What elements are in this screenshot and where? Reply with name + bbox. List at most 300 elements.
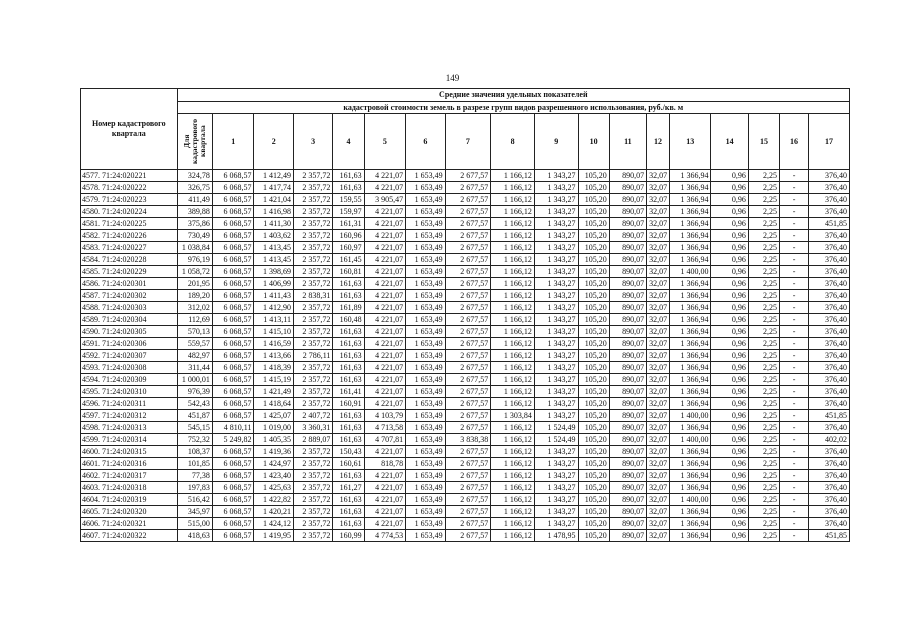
value-cell: 1 343,27: [534, 254, 578, 266]
value-cell: -: [780, 266, 809, 278]
value-cell: 2,25: [748, 170, 779, 182]
table-row: [81, 338, 850, 350]
value-cell: 101,85: [177, 458, 212, 470]
value-cell: 376,40: [809, 290, 850, 302]
value-cell: 32,07: [647, 302, 670, 314]
value-cell: 1 166,12: [491, 266, 535, 278]
value-cell: 0,96: [711, 254, 748, 266]
value-cell: 516,42: [177, 494, 212, 506]
value-cell: 890,07: [609, 386, 646, 398]
value-cell: 160,81: [333, 266, 364, 278]
value-cell: 1 653,49: [406, 230, 445, 242]
value-cell: 32,07: [647, 374, 670, 386]
value-cell: 6 068,57: [212, 314, 254, 326]
value-cell: 4 221,07: [364, 470, 406, 482]
value-cell: -: [780, 302, 809, 314]
value-cell: 161,63: [333, 326, 364, 338]
value-cell: 4 713,58: [364, 422, 406, 434]
value-cell: 1 653,49: [406, 362, 445, 374]
table-row: [81, 422, 850, 434]
kvartal-id-cell: 4606. 71:24:020321: [81, 518, 178, 530]
value-cell: 375,86: [177, 218, 212, 230]
value-cell: 1 166,12: [491, 458, 535, 470]
value-cell: 2 677,57: [445, 194, 491, 206]
value-cell: 1 166,12: [491, 302, 535, 314]
value-cell: 2 357,72: [293, 530, 332, 542]
value-cell: 1 166,12: [491, 422, 535, 434]
value-cell: 559,57: [177, 338, 212, 350]
value-cell: 376,40: [809, 446, 850, 458]
value-cell: 4 221,07: [364, 518, 406, 530]
column-number-header: 8: [491, 114, 535, 170]
kvartal-id-cell: 4605. 71:24:020320: [81, 506, 178, 518]
value-cell: 6 068,57: [212, 350, 254, 362]
table-row: [81, 398, 850, 410]
value-cell: 1 166,12: [491, 398, 535, 410]
column-number-header: 10: [578, 114, 609, 170]
value-cell: 32,07: [647, 362, 670, 374]
value-cell: 376,40: [809, 182, 850, 194]
value-cell: 1 166,12: [491, 350, 535, 362]
value-cell: 2,25: [748, 314, 779, 326]
value-cell: 451,85: [809, 410, 850, 422]
kvartal-id-cell: 4596. 71:24:020311: [81, 398, 178, 410]
value-cell: 1 653,49: [406, 398, 445, 410]
value-cell: 324,78: [177, 170, 212, 182]
value-cell: 4 221,07: [364, 374, 406, 386]
value-cell: 32,07: [647, 446, 670, 458]
value-cell: 1 366,94: [669, 398, 711, 410]
value-cell: 161,63: [333, 278, 364, 290]
value-cell: 160,99: [333, 530, 364, 542]
value-cell: 32,07: [647, 182, 670, 194]
value-cell: 0,96: [711, 350, 748, 362]
value-cell: 1 406,99: [254, 278, 293, 290]
value-cell: 2,25: [748, 386, 779, 398]
value-cell: 0,96: [711, 434, 748, 446]
value-cell: 32,07: [647, 422, 670, 434]
value-cell: 1 524,49: [534, 434, 578, 446]
value-cell: 1 653,49: [406, 302, 445, 314]
value-cell: 1 366,94: [669, 314, 711, 326]
value-cell: 1 653,49: [406, 482, 445, 494]
value-cell: 890,07: [609, 482, 646, 494]
value-cell: 2,25: [748, 326, 779, 338]
value-cell: 1 343,27: [534, 314, 578, 326]
value-cell: 890,07: [609, 206, 646, 218]
value-cell: 6 068,57: [212, 482, 254, 494]
value-cell: 1 343,27: [534, 470, 578, 482]
value-cell: 6 068,57: [212, 218, 254, 230]
value-cell: 161,63: [333, 422, 364, 434]
value-cell: 482,97: [177, 350, 212, 362]
value-cell: 161,63: [333, 506, 364, 518]
value-cell: 0,96: [711, 446, 748, 458]
value-cell: 890,07: [609, 302, 646, 314]
value-cell: 105,20: [578, 518, 609, 530]
value-cell: 32,07: [647, 254, 670, 266]
column-number-header: 2: [254, 114, 293, 170]
value-cell: 890,07: [609, 470, 646, 482]
value-cell: 161,41: [333, 386, 364, 398]
value-cell: -: [780, 350, 809, 362]
value-cell: 1 398,69: [254, 266, 293, 278]
value-cell: 1 366,94: [669, 374, 711, 386]
value-cell: 1 413,45: [254, 242, 293, 254]
value-cell: 2,25: [748, 230, 779, 242]
value-cell: 105,20: [578, 314, 609, 326]
value-cell: -: [780, 518, 809, 530]
value-cell: 105,20: [578, 326, 609, 338]
kvartal-id-cell: 4577. 71:24:020221: [81, 170, 178, 182]
column-number-header: 1: [212, 114, 254, 170]
value-cell: 3 360,31: [293, 422, 332, 434]
value-cell: 2 677,57: [445, 398, 491, 410]
value-cell: 6 068,57: [212, 194, 254, 206]
column-number-header: 6: [406, 114, 445, 170]
value-cell: 105,20: [578, 302, 609, 314]
value-cell: 752,32: [177, 434, 212, 446]
value-cell: 2 889,07: [293, 434, 332, 446]
value-cell: 376,40: [809, 278, 850, 290]
value-cell: 1 400,00: [669, 266, 711, 278]
value-cell: -: [780, 218, 809, 230]
value-cell: 4 221,07: [364, 386, 406, 398]
value-cell: 1 653,49: [406, 206, 445, 218]
value-cell: 105,20: [578, 218, 609, 230]
value-cell: -: [780, 206, 809, 218]
value-cell: 6 068,57: [212, 290, 254, 302]
value-cell: 1 411,43: [254, 290, 293, 302]
cadastral-value-table: [80, 88, 850, 542]
value-cell: 5 249,82: [212, 434, 254, 446]
value-cell: 2 838,31: [293, 290, 332, 302]
value-cell: 105,20: [578, 458, 609, 470]
kvartal-id-cell: 4586. 71:24:020301: [81, 278, 178, 290]
value-cell: 1 653,49: [406, 278, 445, 290]
value-cell: 3 905,47: [364, 194, 406, 206]
column-number-header: 16: [780, 114, 809, 170]
value-cell: 0,96: [711, 218, 748, 230]
kvartal-id-cell: 4591. 71:24:020306: [81, 338, 178, 350]
value-cell: 2 677,57: [445, 338, 491, 350]
value-cell: 376,40: [809, 518, 850, 530]
value-cell: 160,48: [333, 314, 364, 326]
value-cell: 0,96: [711, 278, 748, 290]
value-cell: 1 653,49: [406, 422, 445, 434]
value-cell: 1 166,12: [491, 218, 535, 230]
value-cell: 1 366,94: [669, 254, 711, 266]
table-row: [81, 518, 850, 530]
value-cell: 32,07: [647, 350, 670, 362]
value-cell: 1 653,49: [406, 458, 445, 470]
value-cell: 2 357,72: [293, 506, 332, 518]
value-cell: 2,25: [748, 470, 779, 482]
value-cell: 1 343,27: [534, 206, 578, 218]
value-cell: 2 357,72: [293, 254, 332, 266]
column-number-header: 11: [609, 114, 646, 170]
value-cell: 2 677,57: [445, 470, 491, 482]
value-cell: 1 653,49: [406, 530, 445, 542]
kvartal-id-cell: 4593. 71:24:020308: [81, 362, 178, 374]
value-cell: 418,63: [177, 530, 212, 542]
value-cell: 2 677,57: [445, 278, 491, 290]
value-cell: 1 166,12: [491, 470, 535, 482]
column-number-header: 5: [364, 114, 406, 170]
value-cell: 1 425,63: [254, 482, 293, 494]
value-cell: 1 420,21: [254, 506, 293, 518]
value-cell: 1 653,49: [406, 410, 445, 422]
value-cell: 1 343,27: [534, 278, 578, 290]
value-cell: 6 068,57: [212, 302, 254, 314]
value-cell: 1 423,40: [254, 470, 293, 482]
kvartal-id-cell: 4578. 71:24:020222: [81, 182, 178, 194]
value-cell: 6 068,57: [212, 410, 254, 422]
table-row: [81, 410, 850, 422]
value-cell: 1 166,12: [491, 194, 535, 206]
value-cell: 1 421,49: [254, 386, 293, 398]
value-cell: 161,63: [333, 470, 364, 482]
value-cell: 1 411,30: [254, 218, 293, 230]
value-cell: 1 366,94: [669, 194, 711, 206]
value-cell: -: [780, 278, 809, 290]
value-cell: 1 343,27: [534, 182, 578, 194]
value-cell: 0,96: [711, 398, 748, 410]
kvartal-id-cell: 4602. 71:24:020317: [81, 470, 178, 482]
value-cell: 4 221,07: [364, 482, 406, 494]
value-cell: 105,20: [578, 494, 609, 506]
kvartal-id-cell: 4581. 71:24:020225: [81, 218, 178, 230]
value-cell: 0,96: [711, 530, 748, 542]
value-cell: 32,07: [647, 242, 670, 254]
value-cell: 1 415,19: [254, 374, 293, 386]
value-cell: 2 677,57: [445, 422, 491, 434]
value-cell: 1 653,49: [406, 518, 445, 530]
value-cell: 161,63: [333, 410, 364, 422]
value-cell: 376,40: [809, 338, 850, 350]
value-cell: 976,19: [177, 254, 212, 266]
value-cell: 1 653,49: [406, 386, 445, 398]
value-cell: 2 357,72: [293, 230, 332, 242]
value-cell: 150,43: [333, 446, 364, 458]
value-cell: 1 166,12: [491, 506, 535, 518]
value-cell: 159,97: [333, 206, 364, 218]
value-cell: 105,20: [578, 242, 609, 254]
value-cell: 1 416,59: [254, 338, 293, 350]
value-cell: 1 343,27: [534, 362, 578, 374]
value-cell: 0,96: [711, 410, 748, 422]
value-cell: 2 677,57: [445, 386, 491, 398]
value-cell: 4 221,07: [364, 206, 406, 218]
table-row: [81, 194, 850, 206]
value-cell: 4 221,07: [364, 350, 406, 362]
value-cell: 890,07: [609, 230, 646, 242]
value-cell: 32,07: [647, 326, 670, 338]
value-cell: 2 677,57: [445, 530, 491, 542]
value-cell: 376,40: [809, 326, 850, 338]
column-number-header: 15: [748, 114, 779, 170]
value-cell: 2 407,72: [293, 410, 332, 422]
value-cell: 311,44: [177, 362, 212, 374]
table-row: [81, 458, 850, 470]
value-cell: 2 786,11: [293, 350, 332, 362]
value-cell: 0,96: [711, 182, 748, 194]
value-cell: 105,20: [578, 206, 609, 218]
value-cell: 6 068,57: [212, 470, 254, 482]
value-cell: 0,96: [711, 314, 748, 326]
value-cell: 1 412,90: [254, 302, 293, 314]
value-cell: 201,95: [177, 278, 212, 290]
table-row: [81, 206, 850, 218]
value-cell: 2,25: [748, 374, 779, 386]
value-cell: 890,07: [609, 458, 646, 470]
value-cell: 326,75: [177, 182, 212, 194]
value-cell: 1 366,94: [669, 422, 711, 434]
value-cell: 376,40: [809, 350, 850, 362]
value-cell: 376,40: [809, 506, 850, 518]
value-cell: 730,49: [177, 230, 212, 242]
value-cell: 4 221,07: [364, 266, 406, 278]
value-cell: -: [780, 230, 809, 242]
value-cell: 2,25: [748, 338, 779, 350]
table-row: [81, 494, 850, 506]
value-cell: 1 366,94: [669, 386, 711, 398]
table-row: [81, 314, 850, 326]
value-cell: 1 366,94: [669, 518, 711, 530]
value-cell: 1 366,94: [669, 170, 711, 182]
table-row: [81, 386, 850, 398]
value-cell: 161,63: [333, 338, 364, 350]
value-cell: 2 357,72: [293, 206, 332, 218]
value-cell: 1 653,49: [406, 266, 445, 278]
value-cell: 2 677,57: [445, 230, 491, 242]
value-cell: 570,13: [177, 326, 212, 338]
value-cell: 1 166,12: [491, 482, 535, 494]
value-cell: 1 653,49: [406, 182, 445, 194]
value-cell: 542,43: [177, 398, 212, 410]
value-cell: 1 343,27: [534, 338, 578, 350]
value-cell: 1 366,94: [669, 482, 711, 494]
value-cell: 160,91: [333, 398, 364, 410]
value-cell: 376,40: [809, 362, 850, 374]
value-cell: 1 653,49: [406, 242, 445, 254]
kvartal-id-cell: 4580. 71:24:020224: [81, 206, 178, 218]
value-cell: -: [780, 494, 809, 506]
value-cell: 2 677,57: [445, 290, 491, 302]
value-cell: 1 653,49: [406, 506, 445, 518]
table-row: [81, 230, 850, 242]
value-cell: 105,20: [578, 530, 609, 542]
value-cell: 2 677,57: [445, 458, 491, 470]
value-cell: 1 366,94: [669, 230, 711, 242]
value-cell: 2 677,57: [445, 494, 491, 506]
value-cell: 1 400,00: [669, 434, 711, 446]
value-cell: 1 422,82: [254, 494, 293, 506]
value-cell: 1 343,27: [534, 506, 578, 518]
value-cell: 2 677,57: [445, 170, 491, 182]
value-cell: 160,96: [333, 230, 364, 242]
value-cell: 376,40: [809, 494, 850, 506]
table-row: [81, 242, 850, 254]
value-cell: 1 343,27: [534, 194, 578, 206]
value-cell: 890,07: [609, 338, 646, 350]
value-cell: 1 653,49: [406, 326, 445, 338]
kvartal-id-cell: 4600. 71:24:020315: [81, 446, 178, 458]
value-cell: 1 400,00: [669, 410, 711, 422]
value-cell: 1 343,27: [534, 494, 578, 506]
value-cell: 312,02: [177, 302, 212, 314]
column-number-header: 4: [333, 114, 364, 170]
value-cell: 2 677,57: [445, 218, 491, 230]
value-cell: -: [780, 338, 809, 350]
value-cell: 1 166,12: [491, 242, 535, 254]
kvartal-id-cell: 4597. 71:24:020312: [81, 410, 178, 422]
value-cell: 1 343,27: [534, 266, 578, 278]
page-number: 149: [445, 73, 460, 83]
value-cell: 2,25: [748, 446, 779, 458]
value-cell: 0,96: [711, 494, 748, 506]
value-cell: 1 413,45: [254, 254, 293, 266]
value-cell: 2 357,72: [293, 362, 332, 374]
value-cell: 2 677,57: [445, 362, 491, 374]
value-cell: 1 343,27: [534, 302, 578, 314]
value-cell: 1 166,12: [491, 518, 535, 530]
value-cell: 105,20: [578, 386, 609, 398]
value-cell: 4 221,07: [364, 446, 406, 458]
value-cell: 2 357,72: [293, 518, 332, 530]
value-cell: 6 068,57: [212, 326, 254, 338]
value-cell: 890,07: [609, 374, 646, 386]
value-cell: 4 810,11: [212, 422, 254, 434]
value-cell: 6 068,57: [212, 530, 254, 542]
value-cell: 2,25: [748, 194, 779, 206]
value-cell: 1 366,94: [669, 530, 711, 542]
value-cell: 2 357,72: [293, 446, 332, 458]
value-cell: 32,07: [647, 194, 670, 206]
value-cell: 1 653,49: [406, 218, 445, 230]
value-cell: 32,07: [647, 518, 670, 530]
value-cell: 890,07: [609, 494, 646, 506]
value-cell: 890,07: [609, 314, 646, 326]
value-cell: 105,20: [578, 362, 609, 374]
value-cell: 2 677,57: [445, 266, 491, 278]
value-cell: 0,96: [711, 506, 748, 518]
kvartal-id-cell: 4595. 71:24:020310: [81, 386, 178, 398]
value-cell: 890,07: [609, 218, 646, 230]
value-cell: -: [780, 530, 809, 542]
kvartal-id-cell: 4590. 71:24:020305: [81, 326, 178, 338]
value-cell: 4 221,07: [364, 218, 406, 230]
value-cell: 2 357,72: [293, 386, 332, 398]
value-cell: 1 166,12: [491, 326, 535, 338]
value-cell: 161,45: [333, 254, 364, 266]
value-cell: 1 366,94: [669, 458, 711, 470]
value-cell: 32,07: [647, 230, 670, 242]
value-cell: 1 166,12: [491, 314, 535, 326]
value-cell: 32,07: [647, 386, 670, 398]
value-cell: 1 166,12: [491, 182, 535, 194]
value-cell: 32,07: [647, 506, 670, 518]
value-cell: 1 424,97: [254, 458, 293, 470]
value-cell: 0,96: [711, 518, 748, 530]
value-cell: 1 366,94: [669, 362, 711, 374]
group-title-line1: Средние значения удельных показателей: [177, 89, 849, 102]
value-cell: 890,07: [609, 446, 646, 458]
value-cell: 1 653,49: [406, 338, 445, 350]
value-cell: 376,40: [809, 242, 850, 254]
value-cell: 2,25: [748, 506, 779, 518]
value-cell: 1 405,35: [254, 434, 293, 446]
